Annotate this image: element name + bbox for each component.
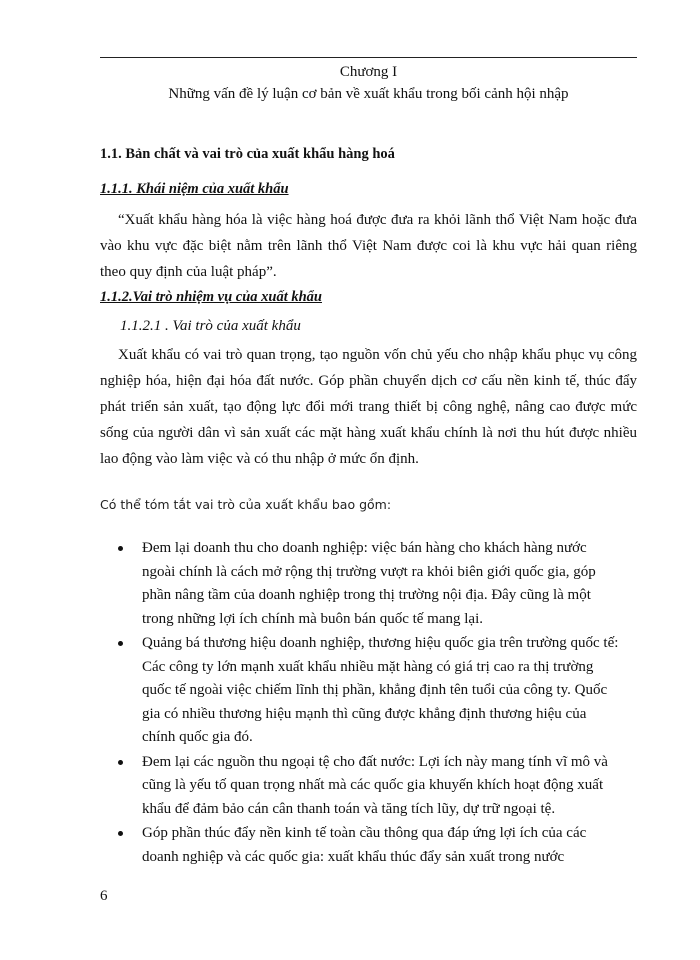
bullet-item (100, 822, 620, 869)
role-bullet-list (100, 537, 620, 870)
bullet-dot-icon (118, 760, 123, 765)
bullet-item (100, 537, 620, 631)
bullet-dot-icon (118, 641, 123, 646)
bullet-text: Đem lại các nguồn thu ngoại tệ cho đất nước: Lợi ích này mang tính vĩ mô và cũng là yếu tố quan trọng nhất mà các quốc gia khuyến khích hoạt động xuất khẩu để đảm bảo cán cân thanh toán và tăng tích lũy, dự trữ ngoại tệ. (142, 753, 608, 817)
bullet-dot-icon (118, 546, 123, 551)
page-number: 6 (100, 888, 108, 904)
header-rule (100, 57, 637, 58)
section-heading-1-1-2-1: 1.1.2.1 . Vai trò của xuất khẩu (120, 318, 301, 334)
bullet-item (100, 632, 620, 750)
bullet-text: Góp phần thúc đẩy nền kinh tế toàn cầu thông qua đáp ứng lợi ích của các doanh nghiệp và các quốc gia: xuất khẩu thúc đẩy sản xuất trong nước (142, 825, 587, 865)
role-paragraph: Xuất khẩu có vai trò quan trọng, tạo nguồn vốn chủ yếu cho nhập khẩu phục vụ công nghiệp hóa, hiện đại hóa đất nước. Góp phần chuyển dịch cơ cấu nền kinh tế, thúc đẩy phát triển sản xuất, tạo động lực đổi mới trang thiết bị công nghệ, nâng cao được mức sống của người dân vì sản xuất các mặt hàng xuất khẩu chính là nơi thu hút được nhiều lao động vào làm việc và có thu nhập ở mức ổn định. (100, 347, 637, 467)
bullet-text: Đem lại doanh thu cho doanh nghiệp: việc bán hàng cho khách hàng nước ngoài chính là cách mở rộng thị trường vượt ra khỏi biên giới quốc gia, góp phần nâng tầm của doanh nghiệp trong thị trường nội địa. Đây cũng là một trong những lợi ích chính mà buôn bán quốc tế mang lại. (142, 540, 596, 627)
summary-line: Có thể tóm tắt vai trò của xuất khẩu bao gồm: (100, 497, 392, 512)
chapter-number: Chương I (339, 64, 398, 80)
chapter-title: Những vấn đề lý luận cơ bản về xuất khẩu trong bối cảnh hội nhập (168, 86, 569, 102)
definition-paragraph: “Xuất khẩu hàng hóa là việc hàng hoá được đưa ra khỏi lãnh thổ Việt Nam hoặc đưa vào khu vực đặc biệt nằm trên lãnh thổ Việt Nam được coi là khu vực hải quan riêng theo quy định của luật pháp”. (100, 212, 637, 280)
section-heading-1-1-1: 1.1.1. Khái niệm của xuất khẩu (100, 181, 289, 197)
bullet-item (100, 751, 620, 822)
bullet-dot-icon (118, 831, 123, 836)
section-heading-1-1-2: 1.1.2.Vai trò nhiệm vụ của xuất khẩu (100, 289, 322, 305)
bullet-text: Quảng bá thương hiệu doanh nghiệp, thương hiệu quốc gia trên trường quốc tế: Các công ty lớn mạnh xuất khẩu nhiều mặt hàng có giá trị cao ra thị trường quốc tế ngoài việc chiếm lĩnh thị phần, khẳng định tên tuổi của công ty. Quốc gia có nhiều thương hiệu mạnh thì cũng được khẳng định thương hiệu của chính quốc gia đó. (142, 635, 619, 745)
section-heading-1-1: 1.1. Bản chất và vai trò của xuất khẩu hàng hoá (100, 146, 395, 162)
